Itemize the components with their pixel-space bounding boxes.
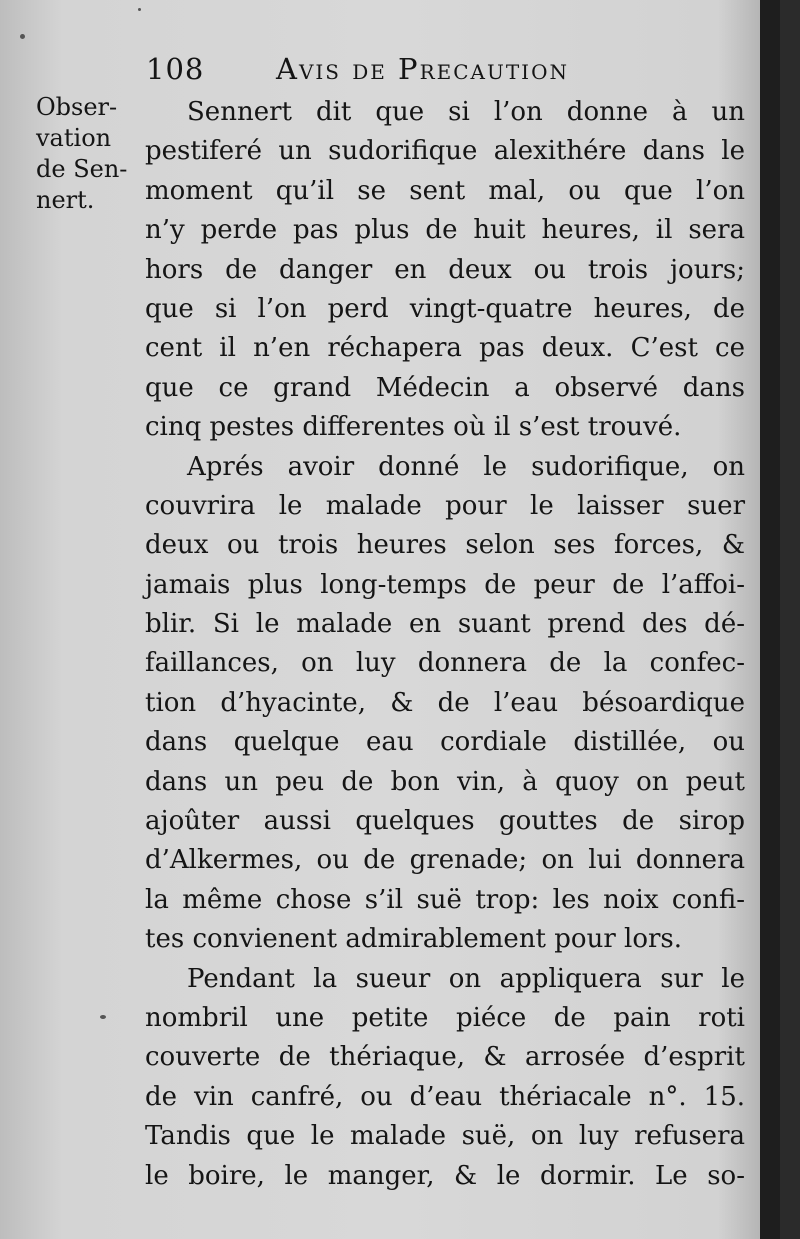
text-line: d’Alkermes, ou de grenade; on lui donnera [145, 845, 745, 876]
text-line: le boire, le manger, & le dormir. Le so- [145, 1160, 745, 1191]
text-line: cinq pestes differentes où il s’est trouvé. [145, 412, 682, 443]
text-line: couvrira le malade pour le laisser suer [145, 490, 745, 521]
page-number: 108 [146, 52, 205, 86]
text-line: Pendant la sueur on appliquera sur le [187, 963, 745, 994]
text-line: couverte de thériaque, & arrosée d’esprit [145, 1042, 745, 1073]
text-line: pestiferé un sudorifique alexithére dans le [145, 136, 745, 167]
text-line: moment qu’il se sent mal, ou que l’on [145, 175, 745, 206]
text-line: faillances, on luy donnera de la confec- [145, 648, 745, 679]
text-line: ajoûter aussi quelques gouttes de sirop [145, 806, 745, 837]
margin-note-line: de Sen- [36, 155, 128, 183]
text-line: que ce grand Médecin a observé dans [145, 372, 745, 403]
text-line: n’y perde pas plus de huit heures, il sera [145, 215, 745, 246]
body-text [145, 93, 745, 1196]
text-line: que si l’on perd vingt-quatre heures, de [145, 293, 745, 324]
margin-note-line: nert. [36, 186, 95, 214]
text-line: Tandis que le malade suë, on luy refusera [145, 1121, 745, 1152]
ink-speck [20, 34, 25, 39]
text-line: Sennert dit que si l’on donne à un [187, 97, 745, 127]
margin-note [36, 92, 141, 216]
text-line: tion d’hyacinte, & de l’eau bésoardique [145, 687, 745, 718]
text-line: dans quelque eau cordiale distillée, ou [145, 727, 745, 758]
text-line: deux ou trois heures selon ses forces, & [145, 530, 745, 561]
text-line: cent il n’en réchapera pas deux. C’est ce [145, 333, 745, 364]
running-title: Avis de Precaution [276, 52, 569, 86]
page-header [146, 52, 746, 92]
text-line: tes convienent admirablement pour lors. [145, 924, 683, 955]
margin-note-line: Obser- [36, 93, 118, 121]
text-line: de vin canfré, ou d’eau thériacale n°. 15. [145, 1081, 745, 1112]
margin-note-line: vation [36, 124, 112, 152]
text-line: la même chose s’il suë trop: les noix confi- [145, 884, 745, 915]
text-line: hors de danger en deux ou trois jours; [145, 254, 745, 285]
text-line: nombril une petite piéce de pain roti [145, 1002, 745, 1033]
ink-speck [138, 8, 141, 11]
text-line: dans un peu de bon vin, à quoy on peut [145, 766, 745, 797]
text-line: Aprés avoir donné le sudorifique, on [187, 451, 745, 482]
ink-speck [100, 1015, 106, 1019]
page-edge-shadow [760, 0, 780, 1239]
text-line: jamais plus long-temps de peur de l’affoi- [145, 569, 745, 600]
text-line: blir. Si le malade en suant prend des dé- [145, 609, 745, 640]
